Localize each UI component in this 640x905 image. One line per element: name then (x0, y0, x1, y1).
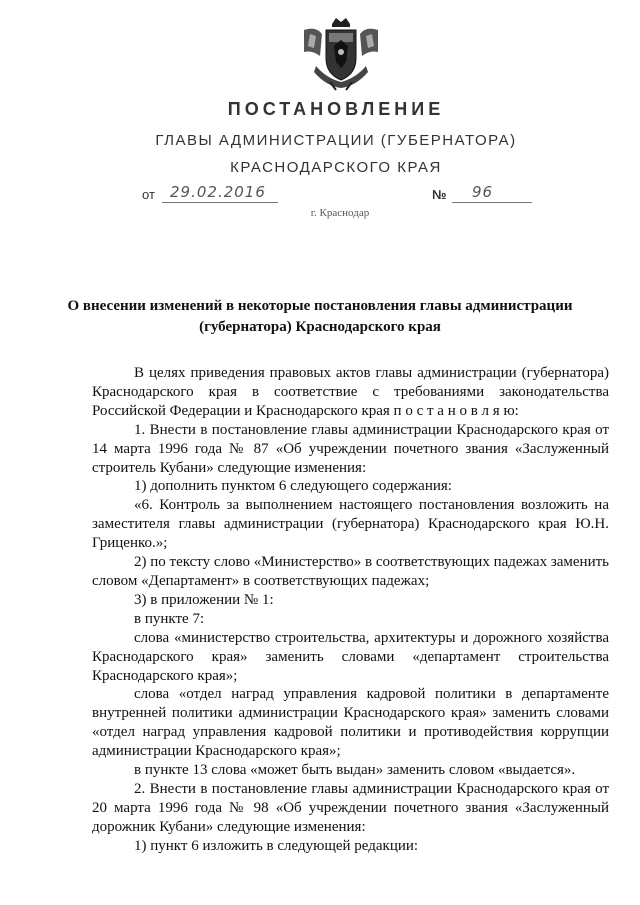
number-label: № (432, 187, 447, 202)
paragraph: в пункте 13 слова «может быть выдан» заменить словом «выдается». (134, 762, 576, 779)
city-line: г. Краснодар (310, 207, 370, 219)
date-label: от (142, 187, 155, 202)
paragraph: «6. Контроль за выполнением настоящего постановления возложить на заместителя главы администрации (губернатора) Краснодарского края Ю.Н. Гриценко.»; (92, 497, 609, 552)
paragraph: слова «отдел наград управления кадровой политики в департаменте внутренней политики администрации Краснодарского края» заменить словами «отдел наград управления кадровой политики и противодействия коррупции администрации Краснодарского края»; (92, 686, 609, 760)
date-value: 29.02.2016 (170, 183, 266, 201)
subject-line-1: О внесении изменений в некоторые постановления главы администрации (67, 298, 573, 314)
number-underline (452, 202, 532, 203)
document-body (92, 364, 609, 856)
date-number-line (142, 183, 542, 209)
coat-of-arms-icon (296, 16, 386, 92)
paragraph: 1. Внести в постановление главы администрации Краснодарского края от 14 марта 1996 года № 87 «Об учреждении почетного звания «Заслуженный строитель Кубани» следующие изменения: (92, 421, 609, 476)
paragraph: 3) в приложении № 1: (134, 591, 274, 608)
issuer-line-1: ГЛАВЫ АДМИНИСТРАЦИИ (ГУБЕРНАТОРА) (155, 132, 517, 149)
paragraph: слова «министерство строительства, архитектуры и дорожного хозяйства Краснодарского края» заменить словами «департамент строительства Краснодарского края»; (92, 629, 609, 684)
paragraph: 2) по тексту слово «Министерство» в соответствующих падежах заменить словом «Департамент» в соответствующих падежах; (92, 554, 610, 589)
subject-line-2: (губернатора) Краснодарского края (199, 319, 441, 335)
date-underline (162, 202, 278, 203)
paragraph: 1) дополнить пунктом 6 следующего содержания: (134, 478, 452, 495)
document-title: ПОСТАНОВЛЕНИЕ (227, 99, 445, 119)
paragraph: 1) пункт 6 изложить в следующей редакции: (134, 837, 419, 854)
document-subject (0, 296, 640, 338)
issuer-line-2: КРАСНОДАРСКОГО КРАЯ (230, 159, 442, 176)
paragraph: в пункте 7: (134, 610, 205, 627)
paragraph: В целях приведения правовых актов главы администрации (губернатора) Краснодарского края в соответствие с требованиями законодательства Российской Федерации и Краснодарского края п о с т а н о в л я ю: (92, 365, 609, 419)
paragraph: 2. Внести в постановление главы администрации Краснодарского края от 20 марта 1996 года № 98 «Об учреждении почетного звания «Заслуженный дорожник Кубани» следующие изменения: (92, 780, 609, 835)
number-value: 96 (472, 183, 494, 201)
